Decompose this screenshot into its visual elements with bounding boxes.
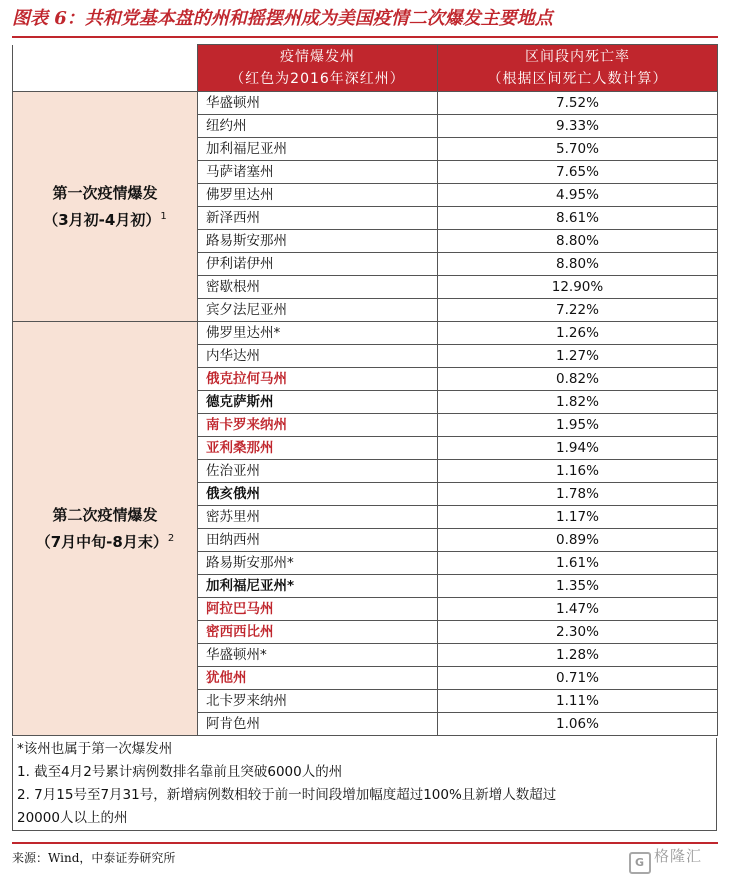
- state-name-cell: 佛罗里达州: [198, 184, 438, 207]
- death-rate-cell: 7.52%: [438, 92, 718, 115]
- header-blank-cell: [13, 45, 198, 92]
- state-name-cell: 华盛顿州: [198, 92, 438, 115]
- footer-rule: [12, 842, 718, 844]
- header-rate-title: 区间段内死亡率: [525, 49, 630, 65]
- death-rate-cell: 1.94%: [438, 437, 718, 460]
- death-rate-cell: 12.90%: [438, 276, 718, 299]
- death-rate-cell: 1.47%: [438, 598, 718, 621]
- figure-title: 图表 6：共和党基本盘的州和摇摆州成为美国疫情二次爆发主要地点: [12, 8, 553, 29]
- header-state-column: [198, 45, 438, 92]
- state-name-cell: 密歇根州: [198, 276, 438, 299]
- death-rate-cell: 1.26%: [438, 322, 718, 345]
- death-rate-cell: 5.70%: [438, 138, 718, 161]
- header-state-title: 疫情爆发州: [280, 49, 355, 65]
- footnote-mark: 2: [167, 533, 175, 544]
- death-rate-cell: 1.28%: [438, 644, 718, 667]
- header-state-subtitle: （红色为2016年深红州）: [230, 71, 405, 87]
- footnote-mark: 1: [160, 211, 167, 222]
- death-rate-cell: 0.82%: [438, 368, 718, 391]
- state-name-cell: 加利福尼亚州*: [198, 575, 438, 598]
- watermark-text: 格隆汇: [653, 847, 702, 865]
- group-label-title: 第一次疫情爆发: [52, 184, 158, 202]
- state-name-cell: 路易斯安那州*: [198, 552, 438, 575]
- state-name-cell: 阿拉巴马州: [198, 598, 438, 621]
- state-name-cell: 北卡罗来纳州: [198, 690, 438, 713]
- death-rate-cell: 1.17%: [438, 506, 718, 529]
- table-notes: [12, 738, 717, 831]
- death-rate-cell: 1.82%: [438, 391, 718, 414]
- state-name-cell: 德克萨斯州: [198, 391, 438, 414]
- state-name-cell: 宾夕法尼亚州: [198, 299, 438, 322]
- group-label-title: 第二次疫情爆发: [52, 506, 158, 524]
- title-rule: [12, 36, 718, 38]
- death-rate-cell: 0.89%: [438, 529, 718, 552]
- death-rate-cell: 8.80%: [438, 253, 718, 276]
- death-rate-cell: 7.65%: [438, 161, 718, 184]
- state-name-cell: 马萨诸塞州: [198, 161, 438, 184]
- death-rate-cell: 2.30%: [438, 621, 718, 644]
- state-name-cell: 内华达州: [198, 345, 438, 368]
- state-name-cell: 华盛顿州*: [198, 644, 438, 667]
- death-rate-cell: 1.16%: [438, 460, 718, 483]
- state-name-cell: 密苏里州: [198, 506, 438, 529]
- state-name-cell: 田纳西州: [198, 529, 438, 552]
- state-name-cell: 路易斯安那州: [198, 230, 438, 253]
- state-name-cell: 新泽西州: [198, 207, 438, 230]
- outbreak-group-label: [13, 322, 198, 736]
- state-name-cell: 加利福尼亚州: [198, 138, 438, 161]
- state-name-cell: 阿肯色州: [198, 713, 438, 736]
- group-label-period: [13, 527, 197, 554]
- state-name-cell: 俄克拉何马州: [198, 368, 438, 391]
- state-name-cell: 纽约州: [198, 115, 438, 138]
- watermark: [629, 844, 702, 874]
- header-rate-column: [438, 45, 718, 92]
- death-rate-cell: 0.71%: [438, 667, 718, 690]
- death-rate-cell: 8.61%: [438, 207, 718, 230]
- death-rate-cell: 1.78%: [438, 483, 718, 506]
- state-name-cell: 犹他州: [198, 667, 438, 690]
- note-asterisk: *该州也属于第一次爆发州: [17, 741, 173, 757]
- death-rate-cell: 1.11%: [438, 690, 718, 713]
- outbreak-group-label: [13, 92, 198, 322]
- state-name-cell: 亚利桑那州: [198, 437, 438, 460]
- state-name-cell: 密西西比州: [198, 621, 438, 644]
- death-rate-cell: 1.27%: [438, 345, 718, 368]
- note-2-continued: 20000人以上的州: [17, 810, 128, 826]
- death-rate-cell: 9.33%: [438, 115, 718, 138]
- death-rate-cell: 1.06%: [438, 713, 718, 736]
- source-line: 来源：Wind，中泰证券研究所: [12, 851, 176, 865]
- state-name-cell: 佐治亚州: [198, 460, 438, 483]
- group-label-period: [13, 205, 197, 232]
- note-2: 2. 7月15号至7月31号，新增病例数相较于前一时间段增加幅度超过100%且新增人数超过: [17, 787, 557, 803]
- header-rate-subtitle: （根据区间死亡人数计算）: [487, 71, 668, 87]
- state-name-cell: 南卡罗来纳州: [198, 414, 438, 437]
- watermark-logo-icon: G: [629, 852, 651, 874]
- state-name-cell: 佛罗里达州*: [198, 322, 438, 345]
- group-period-text: （7月中旬-8月末）: [35, 533, 168, 551]
- table-row: [13, 322, 718, 345]
- death-rate-cell: 7.22%: [438, 299, 718, 322]
- note-1: 1. 截至4月2号累计病例数排名靠前且突破6000人的州: [17, 764, 343, 780]
- death-rate-cell: 8.80%: [438, 230, 718, 253]
- table-body: [13, 92, 718, 736]
- death-rate-cell: 1.95%: [438, 414, 718, 437]
- table-row: [13, 92, 718, 115]
- state-outbreak-table: [12, 44, 718, 736]
- death-rate-cell: 1.35%: [438, 575, 718, 598]
- state-name-cell: 俄亥俄州: [198, 483, 438, 506]
- group-period-text: （3月初-4月初）: [43, 211, 161, 229]
- table-header-row: [13, 45, 718, 92]
- death-rate-cell: 1.61%: [438, 552, 718, 575]
- state-name-cell: 伊利诺伊州: [198, 253, 438, 276]
- death-rate-cell: 4.95%: [438, 184, 718, 207]
